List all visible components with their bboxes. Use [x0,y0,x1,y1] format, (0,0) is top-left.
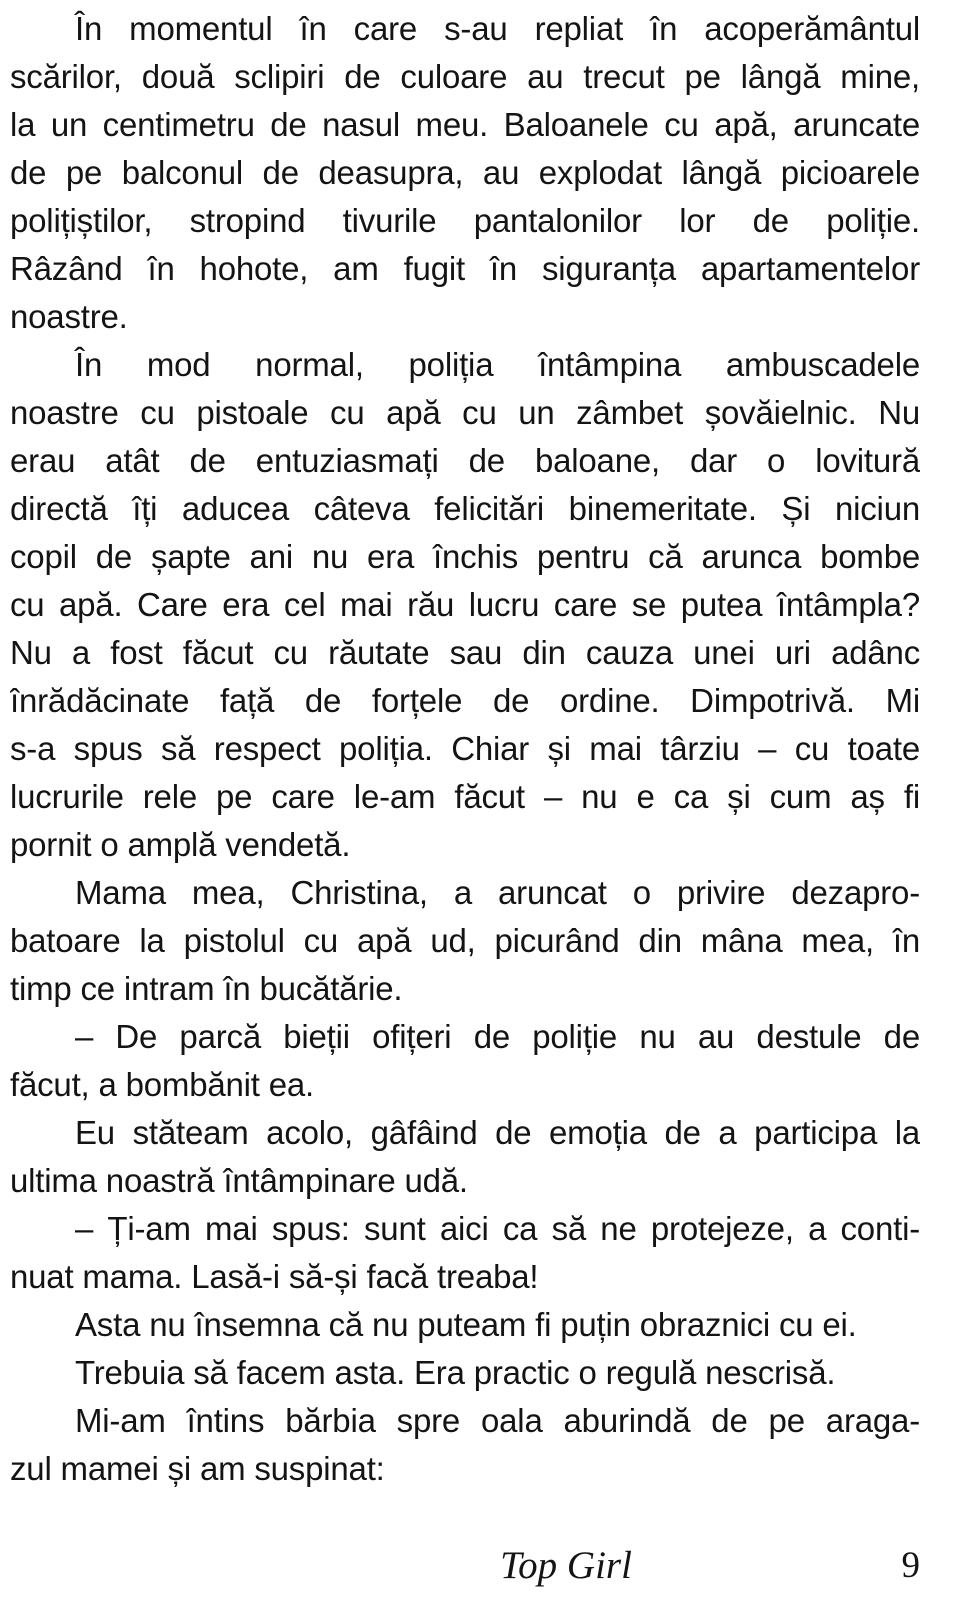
page-number: 9 [901,1545,920,1586]
text-line: Mama mea, Christina, a aruncat o privire dezapro- [75,874,920,911]
text-line: făcut, a bombănit ea. [10,1066,314,1103]
text-line: Trebuia să facem asta. Era practic o regulă nescrisă. [75,1354,836,1391]
text-line: noastre. [10,298,128,335]
text-line: În momentul în care s-au repliat în acoperământul [75,10,920,47]
text-line: batoare la pistolul cu apă ud, picurând din mâna mea, în [10,922,920,959]
running-title: Top Girl [500,1544,632,1587]
text-line: nuat mama. Lasă-i să-și facă treaba! [10,1258,539,1295]
text-line: pornit o amplă vendetă. [10,826,351,863]
text-line: Asta nu însemna că nu puteam fi puțin obraznici cu ei. [75,1306,857,1343]
text-line: – De parcă bieții ofițeri de poliție nu au destule de [75,1018,920,1055]
text-line: erau atât de entuziasmați de baloane, dar o lovitură [10,442,920,479]
text-line: noastre cu pistoale cu apă cu un zâmbet șovăielnic. Nu [10,394,920,431]
text-line: În mod normal, poliția întâmpina ambuscadele [75,346,920,383]
text-line: Mi-am întins bărbia spre oala aburindă de pe araga- [75,1402,920,1439]
text-line: Eu stăteam acolo, gâfâind de emoția de a participa la [75,1114,920,1151]
text-line: timp ce intram în bucătărie. [10,970,403,1007]
text-line: cu apă. Care era cel mai rău lucru care se putea întâmpla? [10,586,920,623]
text-line: înrădăcinate față de forțele de ordine. Dimpotrivă. Mi [10,682,920,719]
text-line: Râzând în hohote, am fugit în siguranța apartamentelor [10,250,920,287]
page-footer [10,1542,920,1594]
text-line: polițiștilor, stropind tivurile pantalonilor lor de poliție. [10,202,920,239]
text-line: la un centimetru de nasul meu. Baloanele cu apă, aruncate [10,106,920,143]
text-line: Nu a fost făcut cu răutate sau din cauza unei uri adânc [10,634,920,671]
text-line: lucrurile rele pe care le-am făcut – nu e ca și cum aș fi [10,778,920,815]
text-line: – Ți-am mai spus: sunt aici ca să ne protejeze, a conti- [75,1210,920,1247]
text-line: ultima noastră întâmpinare udă. [10,1162,468,1199]
text-line: copil de șapte ani nu era închis pentru că arunca bombe [10,538,920,575]
text-line: s-a spus să respect poliția. Chiar și mai târziu – cu toate [10,730,920,767]
text-line: zul mamei și am suspinat: [10,1450,385,1487]
text-line: directă îți aducea câteva felicitări binemeritate. Și niciun [10,490,920,527]
text-line: scărilor, două sclipiri de culoare au trecut pe lângă mine, [10,58,920,95]
body-text [10,5,920,1493]
text-line: de pe balconul de deasupra, au explodat lângă picioarele [10,154,920,191]
